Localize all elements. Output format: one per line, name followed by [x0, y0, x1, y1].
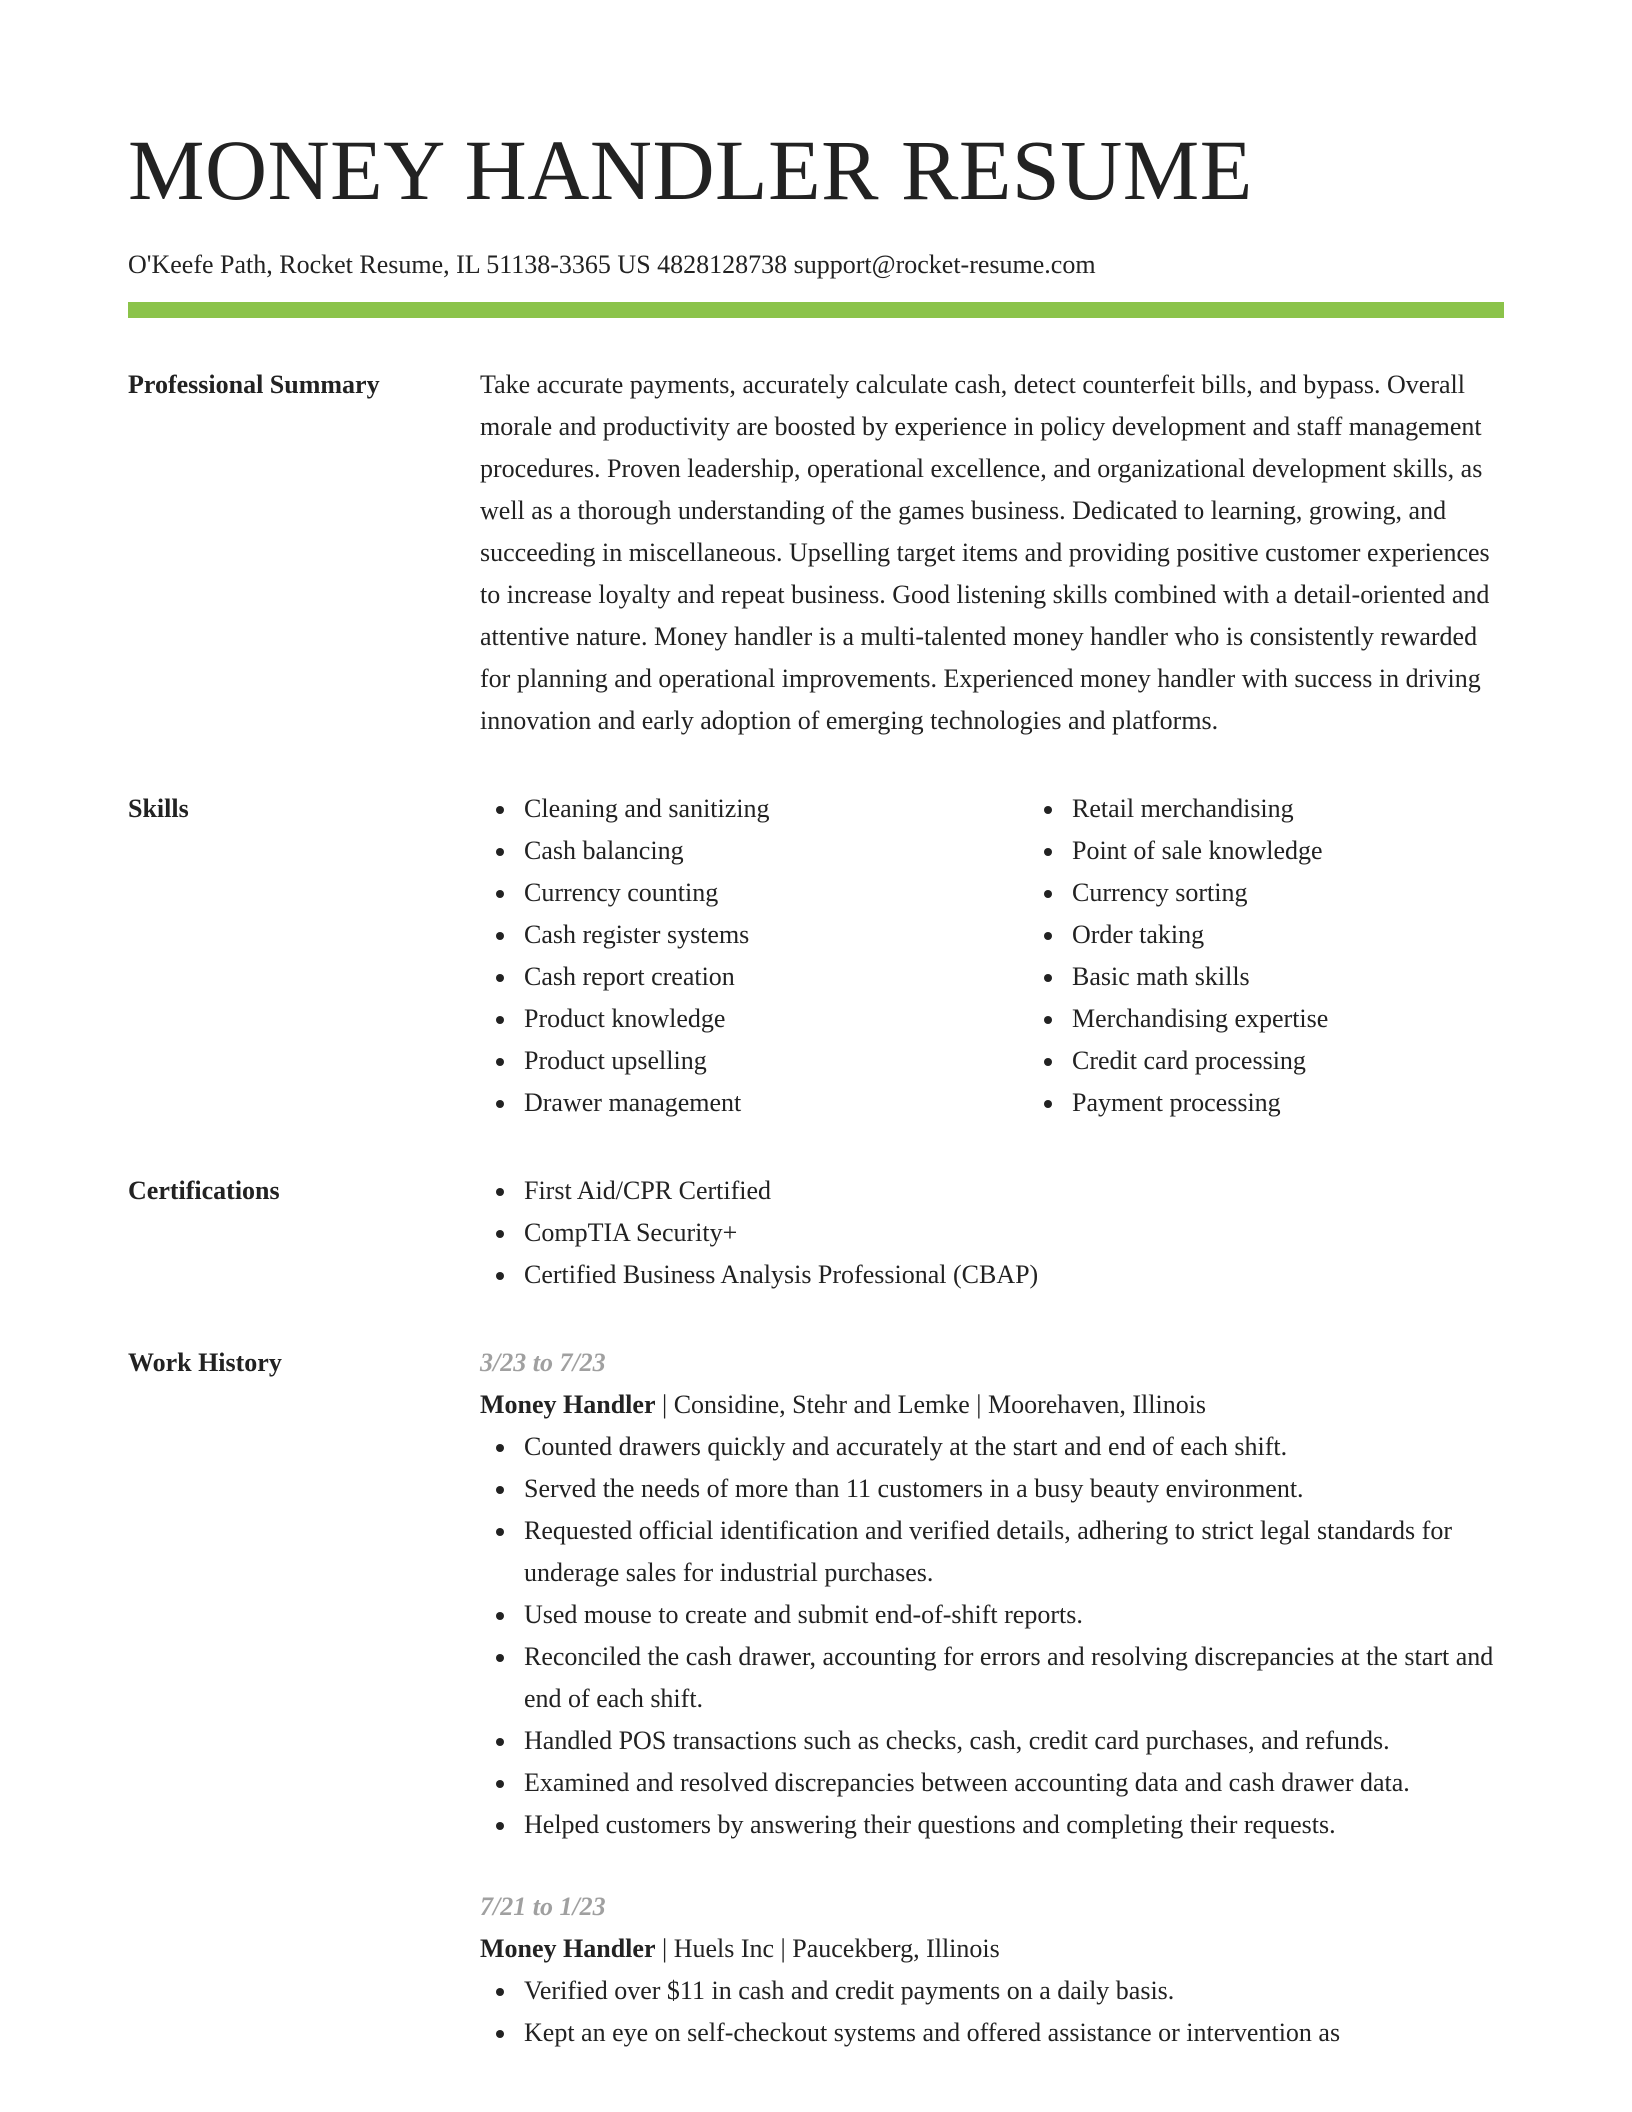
job-heading: [480, 1384, 1504, 1426]
skills-column-right: [1028, 788, 1576, 1124]
skill-item: Merchandising expertise: [1072, 998, 1576, 1040]
certification-item: Certified Business Analysis Professional (CBAP): [524, 1254, 1504, 1296]
section-body: [480, 1342, 1504, 2094]
skill-item: Product upselling: [524, 1040, 1028, 1082]
job-bullet: Verified over $11 in cash and credit payments on a daily basis.: [524, 1970, 1504, 2012]
skill-item: Credit card processing: [1072, 1040, 1576, 1082]
job-company-location: | Huels Inc | Paucekberg, Illinois: [655, 1934, 1000, 1963]
skills-grid: [480, 788, 1576, 1124]
section-work-history: [128, 1342, 1504, 2094]
job-bullets: [480, 1970, 1504, 2054]
job-bullet: Reconciled the cash drawer, accounting for errors and resolving discrepancies at the start and end of each shift.: [524, 1636, 1504, 1720]
job-heading: [480, 1928, 1504, 1970]
section-body: [480, 1170, 1504, 1296]
job-dates: 3/23 to 7/23: [480, 1348, 606, 1377]
skill-item: Retail merchandising: [1072, 788, 1576, 830]
job-company-location: | Considine, Stehr and Lemke | Moorehaven, Illinois: [655, 1390, 1207, 1419]
job-bullet: Helped customers by answering their questions and completing their requests.: [524, 1804, 1504, 1846]
job-title: Money Handler: [480, 1390, 656, 1419]
section-title: Work History: [128, 1348, 282, 1377]
contact-line: O'Keefe Path, Rocket Resume, IL 51138-3365 US 4828128738 support@rocket-resume.com: [128, 250, 1096, 279]
job-bullet: Served the needs of more than 11 customers in a busy beauty environment.: [524, 1468, 1504, 1510]
section-professional-summary: [128, 364, 1504, 742]
job-entry: [480, 1886, 1504, 2054]
summary-text: Take accurate payments, accurately calculate cash, detect counterfeit bills, and bypass. Overall morale and productivity are boosted by experience in policy development and staff management procedures. Proven leadership, operational excellence, and organizational development skills, as well as a thorough understanding of the games business. Dedicated to learning, growing, and succeeding in miscellaneous. Upselling target items and providing positive customer experiences to increase loyalty and repeat business. Good listening skills combined with a detail-oriented and attentive nature. Money handler is a multi-talented money handler who is consistently rewarded for planning and operational improvements. Experienced money handler with success in driving innovation and early adoption of emerging technologies and platforms.: [480, 370, 1490, 735]
section-body: [480, 364, 1504, 742]
section-title: Skills: [128, 794, 189, 823]
section-certifications: [128, 1170, 1504, 1296]
section-title: Professional Summary: [128, 370, 380, 399]
skill-item: Point of sale knowledge: [1072, 830, 1576, 872]
skill-item: Currency sorting: [1072, 872, 1576, 914]
job-bullet: Used mouse to create and submit end-of-shift reports.: [524, 1594, 1504, 1636]
accent-divider: [128, 302, 1504, 318]
job-dates: 7/21 to 1/23: [480, 1892, 606, 1921]
job-bullet: Examined and resolved discrepancies between accounting data and cash drawer data.: [524, 1762, 1504, 1804]
skill-item: Cash register systems: [524, 914, 1028, 956]
skill-item: Basic math skills: [1072, 956, 1576, 998]
job-title: Money Handler: [480, 1934, 656, 1963]
skill-item: Product knowledge: [524, 998, 1028, 1040]
job-bullets: [480, 1426, 1504, 1846]
job-bullet: Handled POS transactions such as checks, cash, credit card purchases, and refunds.: [524, 1720, 1504, 1762]
job-bullet: Requested official identification and verified details, adhering to strict legal standards for underage sales for industrial purchases.: [524, 1510, 1504, 1594]
skills-column-left: [480, 788, 1028, 1124]
resume-title: MONEY HANDLER RESUME: [128, 122, 1253, 218]
skill-item: Cash balancing: [524, 830, 1028, 872]
skill-item: Cash report creation: [524, 956, 1028, 998]
section-title: Certifications: [128, 1176, 280, 1205]
job-bullet: Kept an eye on self-checkout systems and offered assistance or intervention as: [524, 2012, 1504, 2054]
resume-page: [128, 0, 1504, 2094]
certification-item: CompTIA Security+: [524, 1212, 1504, 1254]
skill-item: Cleaning and sanitizing: [524, 788, 1028, 830]
certification-item: First Aid/CPR Certified: [524, 1170, 1504, 1212]
section-skills: [128, 788, 1504, 1124]
section-body: [480, 788, 1576, 1124]
skill-item: Order taking: [1072, 914, 1576, 956]
skill-item: Payment processing: [1072, 1082, 1576, 1124]
certifications-list: [480, 1170, 1504, 1296]
skill-item: Drawer management: [524, 1082, 1028, 1124]
job-entry: [480, 1342, 1504, 1846]
skill-item: Currency counting: [524, 872, 1028, 914]
job-bullet: Counted drawers quickly and accurately at the start and end of each shift.: [524, 1426, 1504, 1468]
